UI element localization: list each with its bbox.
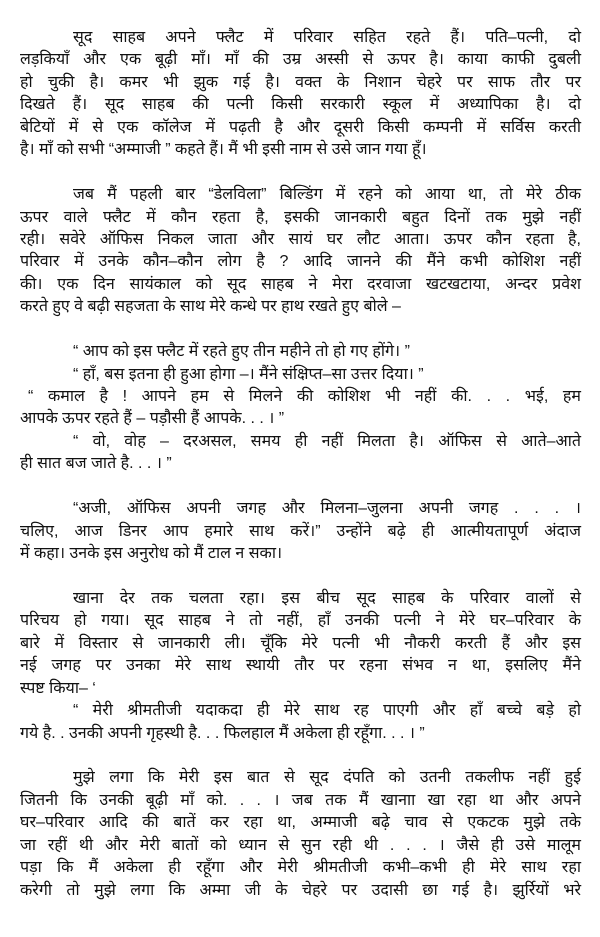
text-line: है। माँ को सभी “अम्माजी ” कहते हैं। मैं भी इसी नाम से उसे जान गया हूँ। [20,141,427,159]
text-line: बारे में विस्तार से जानकारी ली। चूँकि मेरे पत्नी भी नौकरी करती हैं और इस [20,634,581,652]
text-line: “अजी, ऑफिस अपनी जगह और मिलना–जुलना अपनी जगह . . . । [73,500,581,518]
paragraph [20,341,581,476]
text-line: करेगी तो मुझे लगा कि अम्मा जी के चेहरे पर उदासी छा गई है। झुर्रियों भरे [20,881,581,899]
text-line: ऊपर वाले फ्लैट में कौन रहता है, इसकी जानकारी बहुत दिनों तक मुझे नहीं [20,208,581,226]
paragraph [20,588,581,745]
text-line: जब मैं पहली बार “डेलविला” बिल्डिंग में रहने को आया था, तो मेरे ठीक [73,186,581,204]
text-line: नई जगह पर उनका मेरे साथ स्थायी तौर पर रहना संभव न था, इसलिए मैंने [20,657,581,675]
text-line: सूद साहब अपने फ्लैट में परिवार सहित रहते हैं। पति–पत्नी, दो [73,29,581,46]
text-line: “ मेरी श्रीमतीजी यदाकदा ही मेरे साथ रह पाएगी और हाँ बच्चे बड़े हो [73,702,581,720]
text-line: खाना देर तक चलता रहा। इस बीच सूद साहब के परिवार वालों से [73,589,581,607]
text-line: बेटियों में से एक कॉलेज में पढ़ती है और दूसरी किसी कम्पनी में सर्विस करती [20,118,581,136]
document-page [20,27,581,925]
paragraph [20,184,581,319]
text-line: हो चुकी है। कमर भी झुक गई है। वक्त के निशान चेहरे पर साफ तौर पर [20,73,581,91]
text-line: जितनी कि उनकी बूढ़ी माँ को. . . । जब तक मैं खानाा खा रहा था और अपने [20,791,581,809]
text-line: “ वो, वोह – दरअसल, समय ही नहीं मिलता है। ऑफिस से आते–आते [73,432,581,450]
paragraph [20,27,581,162]
text-line: चलिए, आज डिनर आप हमारे साथ करें।” उन्होंने बढ़े ही आत्मीयतापूर्ण अंदाज [20,522,581,540]
text-line: गये है. . उनकी अपनी गृहस्थी है. . . फिलहाल मैं अकेला ही रहूँगा. . . । ” [20,724,425,742]
text-line: की। एक दिन सायंकाल को सूद साहब ने मेरा दरवाजा खटखटाया, अन्दर प्रवेश [20,275,581,293]
paragraph [20,498,581,565]
text-line: परिचय हो गया। सूद साहब ने तो नहीं, हाँ उनकी पत्नी ने मेरे घर–परिवार के [20,612,581,630]
text-line: मुझे लगा कि मेरी इस बात से सूद दंपति को उतनी तकलीफ नहीं हुई [73,769,581,787]
text-line: रही। सवेरे ऑफिस निकल जाता और सायं घर लौट आता। ऊपर कौन रहता है, [20,230,581,248]
text-line: घर–परिवार आदि की बातें कर रहा था, अम्माजी बढ़े चाव से एकटक मुझे तके [20,814,581,832]
text-line: “ हाँ, बस इतना ही हुआ होगा –। मैंने संक्षिप्त–सा उत्तर दिया। ” [73,365,424,383]
text-line: करते हुए वे बढ़ी सहजता के साथ मेरे कन्धे पर हाथ रखते हुए बोले – [20,298,401,316]
text-line: परिवार में उनके कौन–कौन लोग है ? आदि जानने की मैंने कभी कोशिश नहीं [20,253,581,271]
text-line: “ आप को इस फ्लैट में रहते हुए तीन महीने तो हो गए होंगे। ” [73,343,410,361]
paragraph [20,767,581,902]
text-line: ही सात बज जाते है. . . । ” [20,455,172,473]
text-line: पड़ा कि मैं अकेला ही रहूँगा और मेरी श्रीमतीजी कभी–कभी ही मेरे साथ रहा [20,859,581,877]
text-line: दिखते हैं। सूद साहब की पत्नी किसी सरकारी स्कूल में अध्यापिका है। दो [20,96,581,114]
text-line: जा रहीं थी और मेरी बातों को ध्यान से सुन रही थी . . . । जैसे ही उसे मालूम [20,836,581,854]
text-line: आपके ऊपर रहते हैं – पड़ौसी हैं आपके. . . । ” [20,410,285,428]
text-line: “ कमाल है ! आपने हम से मिलने की कोशिश भी नहीं की. . . भई, हम [28,388,581,405]
text-line: में कहा। उनके इस अनुरोध को मैं टाल न सका। [20,545,283,563]
text-line: लड़कियाँ और एक बूढ़ी माँ। माँ की उम्र अस्सी से ऊपर है। काया काफी दुबली [20,51,581,69]
text-line: स्पष्ट किया– ‘ [20,679,96,697]
